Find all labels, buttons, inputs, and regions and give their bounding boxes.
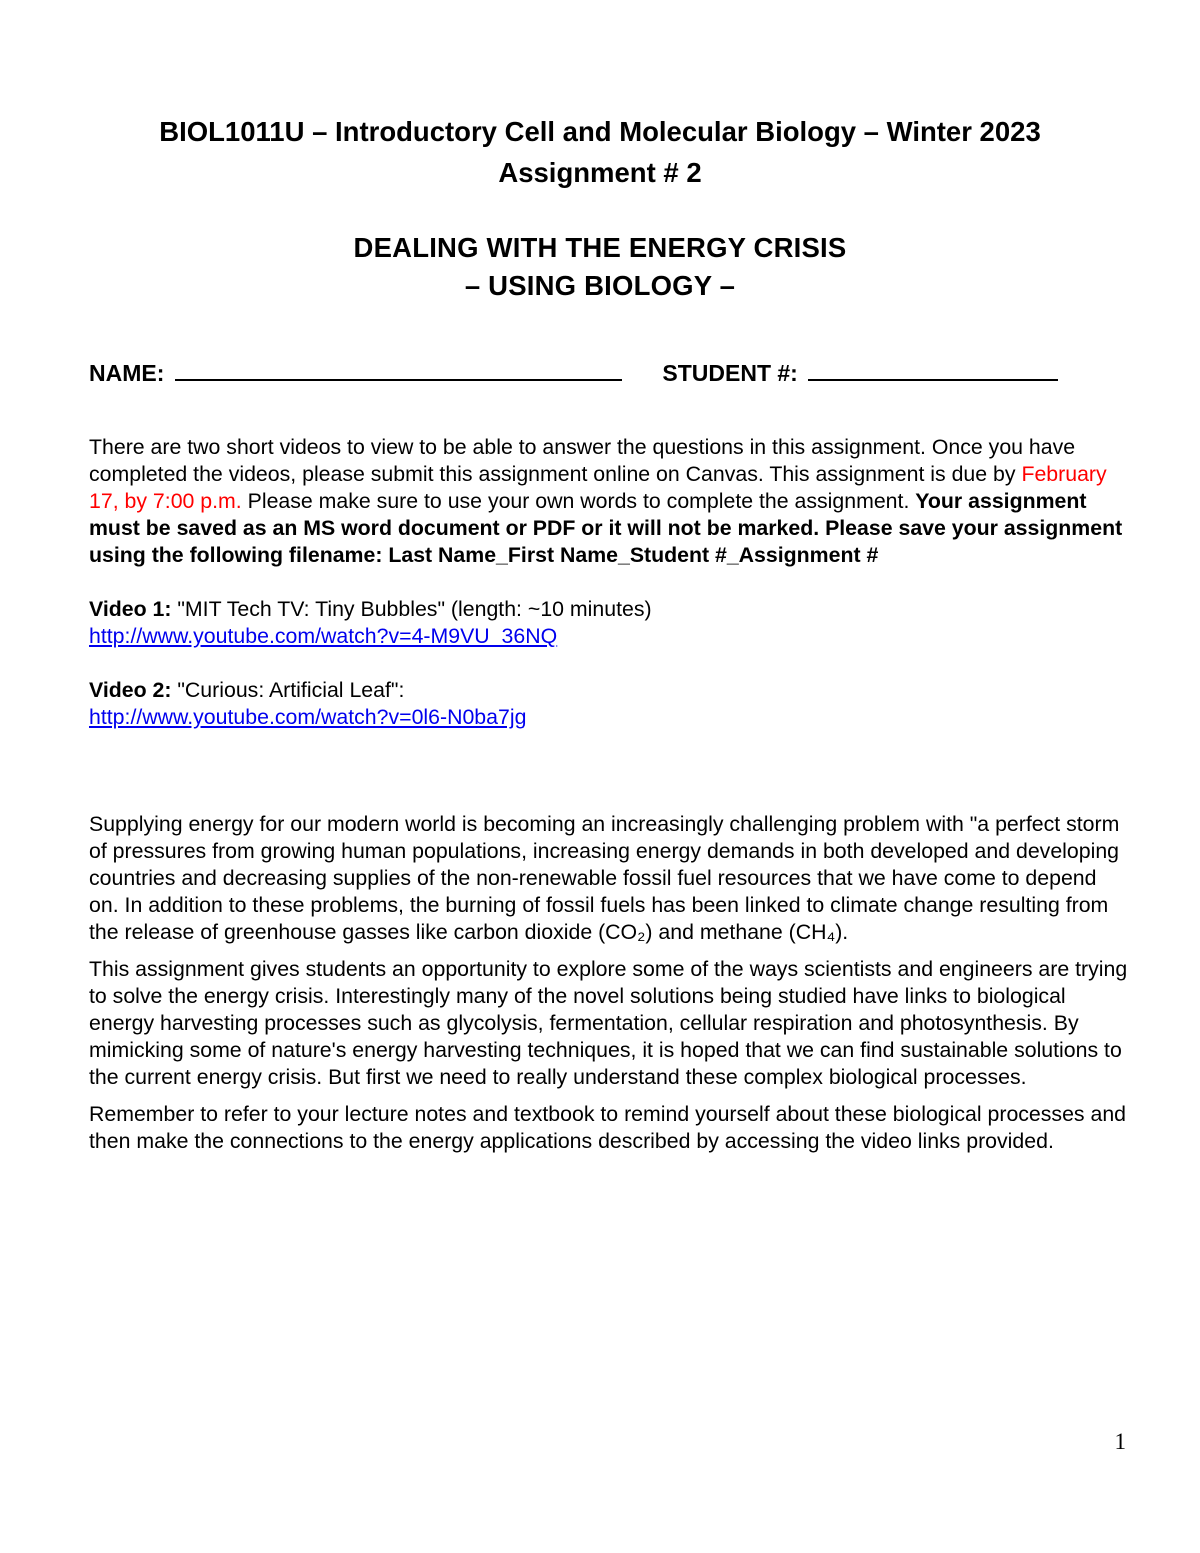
video-1-link-line xyxy=(89,623,1129,650)
video-1-line xyxy=(89,596,1129,623)
subtitle-line-2: – USING BIOLOGY – xyxy=(464,270,736,301)
intro-paragraph xyxy=(89,434,1129,569)
filename-instructions: Your assignment must be saved as an MS word document or PDF or it will not be marked. Please save your assignment using the following filename: Last Name_First Name_Student #_Assignment # xyxy=(89,489,1123,567)
name-student-row xyxy=(89,357,1119,388)
course-title: BIOL1011U – Introductory Cell and Molecular Biology – Winter 2023 xyxy=(159,116,1041,147)
video-2-label: Video 2: xyxy=(89,678,172,702)
body-paragraph-3: Remember to refer to your lecture notes and textbook to remind yourself about these biological processes and then make the connections to the energy applications described by accessing the video links provided. xyxy=(89,1102,1127,1153)
name-label: NAME: xyxy=(89,360,165,386)
video-1-description: "MIT Tech TV: Tiny Bubbles" (length: ~10 minutes) xyxy=(171,597,652,621)
student-number-field[interactable] xyxy=(808,357,1058,381)
video-2-description: "Curious: Artificial Leaf": xyxy=(171,678,405,702)
document-title xyxy=(0,111,1200,193)
video-2-link[interactable]: http://www.youtube.com/watch?v=0l6-N0ba7jg xyxy=(89,705,527,729)
assignment-number: Assignment # 2 xyxy=(498,157,702,188)
document-body xyxy=(89,434,1129,1155)
video-2-line xyxy=(89,677,1129,704)
video-1-link[interactable]: http://www.youtube.com/watch?v=4-M9VU_36NQ xyxy=(89,624,558,648)
document-subtitle xyxy=(0,229,1200,305)
video-1-label: Video 1: xyxy=(89,597,172,621)
intro-text-b: Please make sure to use your own words to complete the assignment. xyxy=(241,489,916,513)
intro-text-a: There are two short videos to view to be able to answer the questions in this assignment. Once you have completed the videos, please submit this assignment online on Canvas. This assignment is due by xyxy=(89,435,1076,486)
name-field[interactable] xyxy=(175,357,622,381)
page-number: 1 xyxy=(1114,1429,1126,1454)
due-date: February 17, by 7:00 p.m. xyxy=(89,462,1107,513)
body-paragraph-2: This assignment gives students an opportunity to explore some of the ways scientists and engineers are trying to solve the energy crisis. Interestingly many of the novel solutions being studied have links to biological energy harvesting processes such as glycolysis, fermentation, cellular respiration and photosynthesis. By mimicking some of nature's energy harvesting techniques, it is hoped that we can find sustainable solutions to the current energy crisis. But first we need to really understand these complex biological processes. xyxy=(89,957,1128,1089)
video-2-link-line xyxy=(89,704,1129,731)
body-paragraph-1: Supplying energy for our modern world is becoming an increasingly challenging problem with "a perfect storm of pressures from growing human populations, increasing energy demands in both developed and developing countries and decreasing supplies of the non-renewable fossil fuel resources that we have come to depend on. In addition to these problems, the burning of fossil fuels has been linked to climate change resulting from the release of greenhouse gasses like carbon dioxide (CO₂) and methane (CH₄). xyxy=(89,812,1120,944)
student-number-label: STUDENT #: xyxy=(662,360,798,386)
subtitle-line-1: DEALING WITH THE ENERGY CRISIS xyxy=(353,232,847,263)
